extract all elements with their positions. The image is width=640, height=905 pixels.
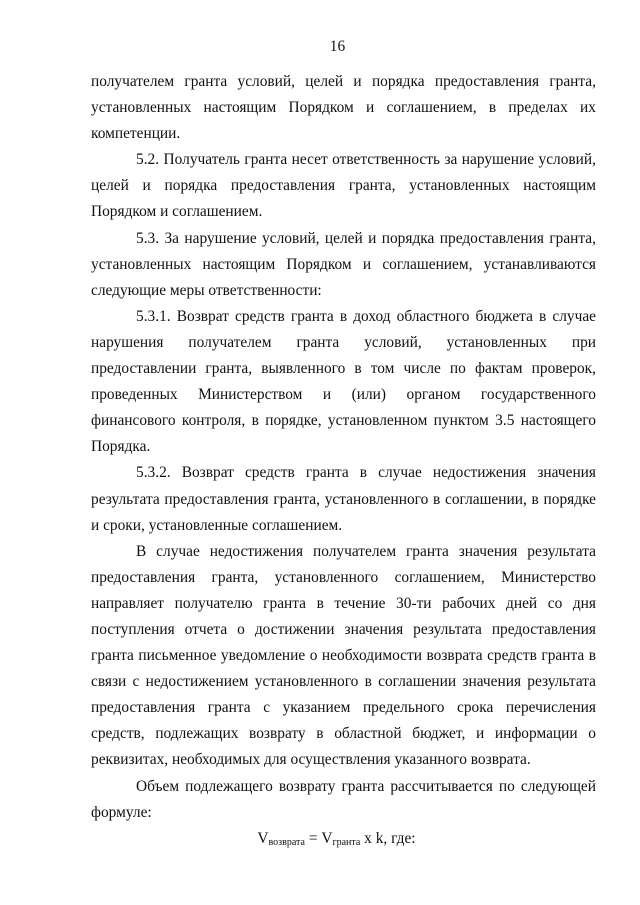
page-number: 16 xyxy=(329,38,346,55)
paragraph-5-3: 5.3. За нарушение условий, целей и порядка предоставления гранта, установленных настоящим Порядком и соглашением, устанавливаются следующие меры ответственности: xyxy=(91,229,596,299)
paragraph-5-3-1: 5.3.1. Возврат средств гранта в доход областного бюджета в случае нарушения получателем гранта условий, установленных при предоставлении гранта, выявленного в том числе по фактам проверок, проведенных Министерством и (или) органом государственного финансового контроля, в порядке, установленном пунктом 3.5 настоящего Порядка. xyxy=(91,307,596,456)
paragraph-5-2: 5.2. Получатель гранта несет ответственность за нарушение условий, целей и порядка предоставления гранта, установленных настоящим Порядком и соглашением. xyxy=(91,151,596,221)
formula-tail: x k, где: xyxy=(360,829,416,847)
formula-rhs: V xyxy=(321,829,333,847)
paragraph-notification: В случае недостижения получателем гранта значения результата предоставления гранта, установленного соглашением, Министерство направляет получателю гранта в течение 30-ти рабочих дней со дня поступления отчета о достижении значения результата предоставления гранта письменное уведомление о необходимости возврата средств гранта в связи с недостижением установленного в соглашении значения результата предоставления гранта с указанием предельного срока перечисления средств, подлежащих возврату в областной бюджет, и информации о реквизитах, необходимых для осуществления указанного возврата. xyxy=(91,542,596,769)
formula-equals: = xyxy=(304,829,322,847)
paragraph-5-3-2: 5.3.2. Возврат средств гранта в случае недостижения значения результата предоставления гранта, установленного в соглашении, в порядке и сроки, установленные соглашением. xyxy=(91,464,596,534)
formula-lhs: V xyxy=(257,829,269,847)
paragraph-formula-intro: Объем подлежащего возврату гранта рассчитывается по следующей формуле: xyxy=(91,777,596,821)
formula-rhs-subscript: гранта xyxy=(332,836,361,848)
paragraph-continuation: получателем гранта условий, целей и порядка предоставления гранта, установленных настоящим Порядком и соглашением, в пределах их компетенции. xyxy=(91,73,596,143)
formula-lhs-subscript: возврата xyxy=(268,836,305,848)
return-volume-formula xyxy=(91,826,596,856)
